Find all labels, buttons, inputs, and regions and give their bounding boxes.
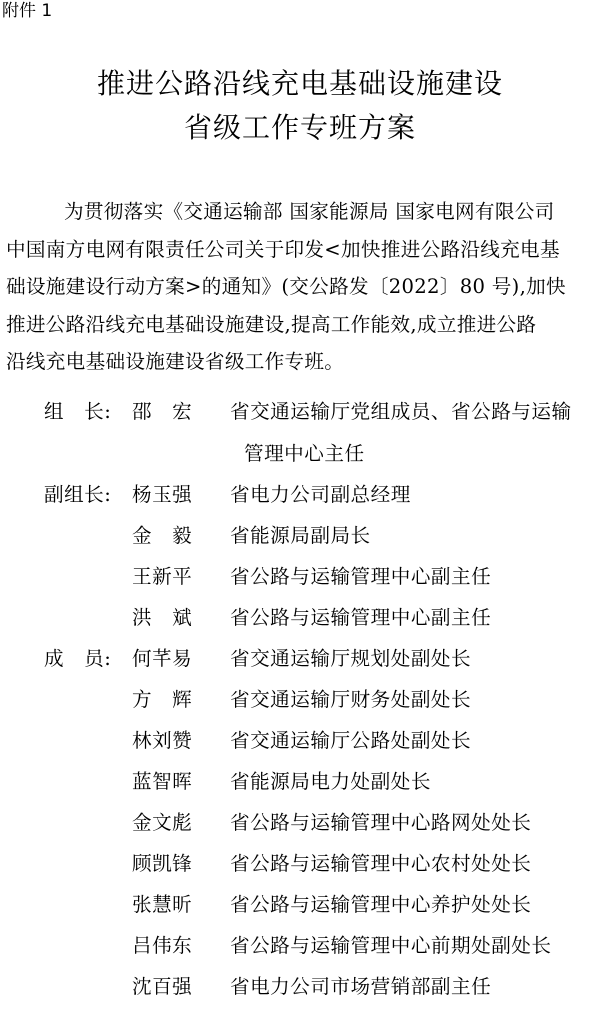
- member-name: 金 毅: [132, 524, 193, 547]
- member-name: 沈百强: [132, 975, 193, 998]
- member-position: 省交通运输厅公路处副处长: [230, 729, 472, 752]
- member-position-continued: 管理中心主任: [244, 442, 365, 465]
- member-row: [0, 803, 600, 843]
- member-role: 成 员:: [44, 647, 112, 670]
- member-name: 顾凯锋: [132, 852, 193, 875]
- member-position: 省公路与运输管理中心养护处处长: [230, 893, 532, 916]
- intro-line-3: 础设施建设行动方案>的通知》(交公路发〔2022〕80 号),加快: [6, 275, 566, 298]
- intro-line-2: 中国南方电网有限责任公司关于印发<加快推进公路沿线充电基: [6, 237, 560, 261]
- member-name: 吕伟东: [132, 934, 193, 957]
- member-row: [0, 680, 600, 720]
- intro-line-5: 沿线充电基础设施建设省级工作专班。: [6, 350, 345, 373]
- member-position: 省公路与运输管理中心路网处处长: [230, 811, 532, 834]
- member-position: 省能源局电力处副处长: [230, 770, 431, 793]
- member-name: 金文彪: [132, 811, 193, 834]
- member-position: 省交通运输厅财务处副处长: [230, 688, 472, 711]
- member-position: 省公路与运输管理中心副主任: [230, 606, 492, 629]
- member-position: 省电力公司副总经理: [230, 483, 411, 506]
- intro-line-1: 为贯彻落实《交通运输部 国家能源局 国家电网有限公司: [64, 200, 555, 223]
- member-name: 方 辉: [132, 688, 193, 711]
- member-row: [0, 967, 600, 1007]
- member-name: 邵 宏: [132, 400, 193, 423]
- member-row: [0, 598, 600, 638]
- member-name: 何芊易: [132, 647, 193, 670]
- member-name: 王新平: [132, 565, 193, 588]
- member-role: 副组长:: [44, 483, 112, 506]
- member-name: 蓝智晖: [132, 770, 193, 793]
- member-row: [0, 392, 600, 432]
- member-position: 省公路与运输管理中心副主任: [230, 565, 492, 588]
- annex-label: 附件 1: [2, 1, 53, 21]
- member-position: 省能源局副局长: [230, 524, 371, 547]
- member-row: [0, 926, 600, 966]
- member-position: 省电力公司市场营销部副主任: [230, 975, 492, 998]
- member-position: 省公路与运输管理中心前期处副处长: [230, 934, 552, 957]
- member-row: [0, 516, 600, 556]
- member-row: [0, 475, 600, 515]
- member-row-continuation: [0, 434, 600, 474]
- member-row: [0, 557, 600, 597]
- member-row: [0, 762, 600, 802]
- member-name: 林刘赞: [132, 729, 193, 752]
- member-position: 省公路与运输管理中心农村处处长: [230, 852, 532, 875]
- member-position: 省交通运输厅党组成员、省公路与运输: [230, 400, 572, 423]
- member-row: [0, 639, 600, 679]
- member-name: 杨玉强: [132, 483, 193, 506]
- intro-line-4: 推进公路沿线充电基础设施建设,提高工作能效,成立推进公路: [6, 312, 537, 336]
- member-row: [0, 844, 600, 884]
- member-name: 洪 斌: [132, 606, 193, 629]
- member-row: [0, 885, 600, 925]
- member-row: [0, 721, 600, 761]
- intro-paragraph: [6, 193, 600, 381]
- member-name: 张慧昕: [132, 893, 193, 916]
- member-role: 组 长:: [44, 400, 112, 423]
- document-title-line-2: 省级工作专班方案: [183, 111, 416, 144]
- member-position: 省交通运输厅规划处副处长: [230, 647, 472, 670]
- document-title-line-1: 推进公路沿线充电基础设施建设: [96, 67, 503, 100]
